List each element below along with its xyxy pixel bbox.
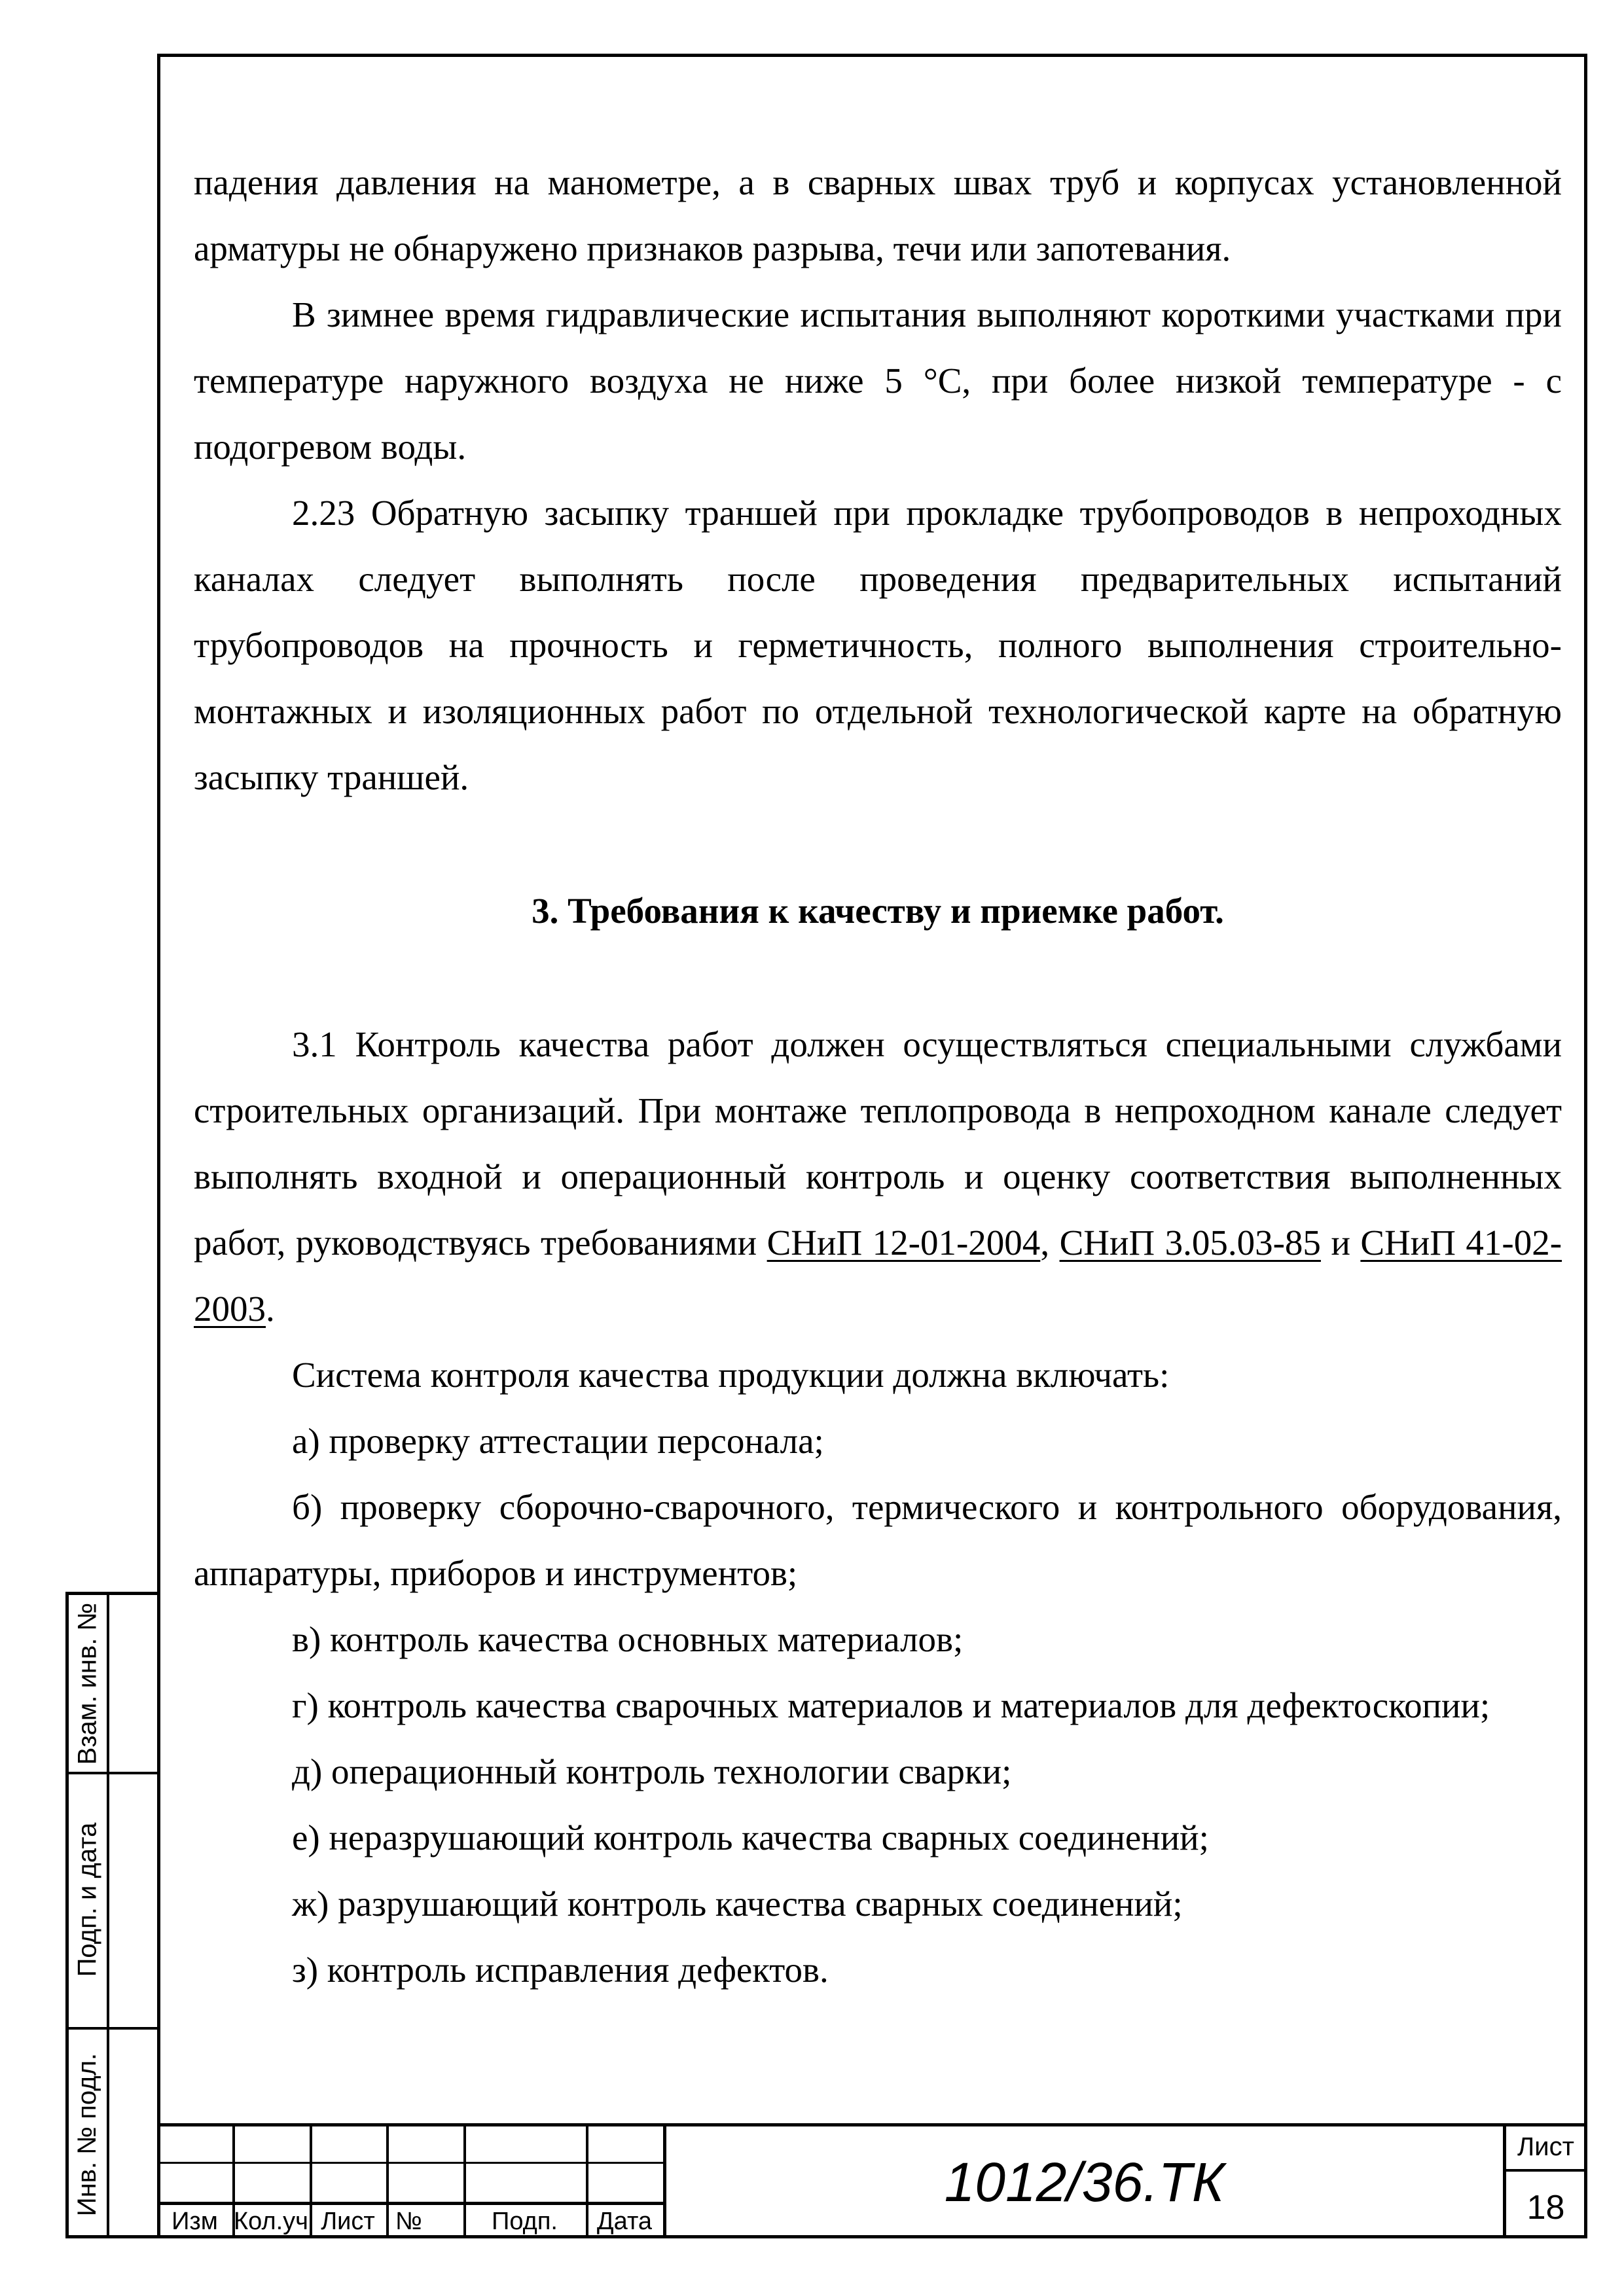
list-item: д) операционный контроль технологии сварки; [292, 1751, 1012, 1791]
document-code: 1012/36.ТК [944, 2151, 1225, 2213]
side-stamp [65, 1592, 157, 2238]
side-label-inv: Инв. № подл. [73, 2053, 102, 2216]
paragraph: 2.23 Обратную засыпку траншей при прокладке трубопроводов в непроходных каналах следует выполнять после проведения предварительных испытаний трубопроводов на прочность и герметичность, полного выполнения строительно-монтажных и изоляционных работ по отдельной технологической карте на обратную засыпку траншей. [194, 493, 1562, 797]
paragraph-text: 3.1 Контроль качества работ должен осуществляться специальными службами строительных организаций. При монтаже теплопровода в непроходном канале следует выполнять входной и операционный контроль и оценку соответствия выполненных работ, руководствуясь требованиями [194, 1024, 1562, 1263]
list-item: е) неразрушающий контроль качества сварных соединений; [292, 1818, 1209, 1857]
list-item: з) контроль исправления дефектов. [292, 1950, 829, 1990]
title-block [157, 2123, 1587, 2238]
link-snip-41-02-2003[interactable]: СНиП 41-02-2003 [194, 1223, 1562, 1329]
paragraph [194, 1011, 1562, 1342]
link-snip-3-05-03-85[interactable]: СНиП 3.05.03-85 [1059, 1223, 1321, 1263]
col-podp: Подп. [492, 2207, 558, 2235]
section-heading: 3. Требования к качеству и приемке работ. [532, 891, 1224, 931]
sheet-label: Лист [1517, 2132, 1574, 2161]
list-item: ж) разрушающий контроль качества сварных соединений; [292, 1884, 1183, 1924]
paragraph: падения давления на манометре, а в сварных швах труб и корпусах установленной арматуры не обнаружено признаков разрыва, течи или запотевания. [194, 162, 1562, 268]
paragraph: Система контроля качества продукции должна включать: [292, 1355, 1170, 1395]
sheet-divider [1504, 2169, 1587, 2172]
side-label-podp: Подп. и дата [73, 1822, 102, 1977]
col-list: Лист [321, 2207, 375, 2235]
list-item: г) контроль качества сварочных материалов и материалов для дефектоскопии; [292, 1685, 1490, 1725]
paragraph: В зимнее время гидравлические испытания выполняют короткими участками при температуре наружного воздуха не ниже 5 °С, при более низкой температуре - с подогревом воды. [194, 295, 1562, 467]
document-body [194, 149, 1562, 2003]
col-number: № [395, 2207, 422, 2235]
col-izm: Изм [171, 2207, 218, 2235]
sheet-number: 18 [1526, 2189, 1565, 2227]
separator: , [1040, 1223, 1050, 1263]
list-item: в) контроль качества основных материалов; [292, 1619, 964, 1659]
col-data: Дата [596, 2207, 653, 2235]
separator: и [1331, 1223, 1350, 1263]
paragraph-end: . [266, 1289, 275, 1329]
side-label-vzam: Взам. инв. № [73, 1602, 102, 1765]
title-block-top-border [157, 2123, 1587, 2126]
link-snip-12-01-2004[interactable]: СНиП 12-01-2004 [767, 1223, 1041, 1263]
list-item: б) проверку сборочно-сварочного, термического и контрольного оборудования, аппаратуры, приборов и инструментов; [194, 1487, 1562, 1593]
col-kol-uch: Кол.уч [234, 2207, 308, 2235]
list-item: а) проверку аттестации персонала; [292, 1421, 824, 1461]
